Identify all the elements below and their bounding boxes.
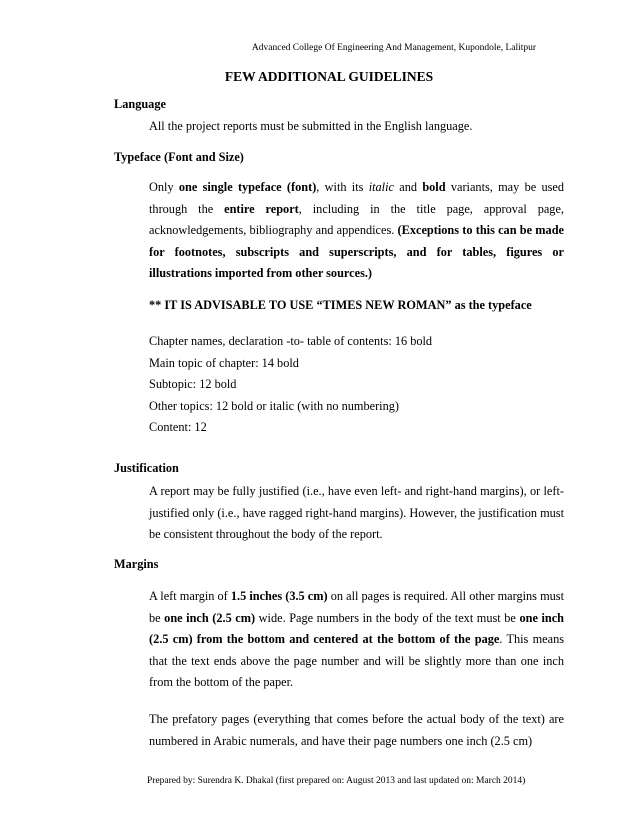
size-item: Other topics: 12 bold or italic (with no numbering) [149, 399, 399, 413]
size-item: Chapter names, declaration -to- table of contents: 16 bold [149, 334, 433, 348]
typeface-advice: ** IT IS ADVISABLE TO USE “TIMES NEW ROMAN” as the typeface [149, 298, 532, 312]
margins-paragraph-2: The prefatory pages (everything that comes before the actual body of the text) are numbered in Arabic numerals, and have their page numbers one inch (2.5 cm) [149, 712, 564, 748]
margins-paragraph: A left margin of 1.5 inches (3.5 cm) on all pages is required. All other margins must be one inch (2.5 cm) wide. Page numbers in the body of the text must be one inch (2.5 cm) from the bottom and centered at the bottom of the page. This means that the text ends above the page number and will be slightly more than one inch from the bottom of the paper. [149, 589, 565, 689]
size-item: Main topic of chapter: 14 bold [149, 356, 299, 370]
heading-justification: Justification [114, 461, 179, 475]
typeface-paragraph: Only one single typeface (font), with its italic and bold variants, may be used through the entire report, including in the title page, approval page, acknowledgements, bibliography and appendices. (Exceptions to this can be made for footnotes, subscripts and superscripts, and for tables, figures or illustrations imported from other sources.) [149, 180, 564, 280]
language-text: All the project reports must be submitted in the English language. [149, 119, 473, 133]
heading-margins: Margins [114, 557, 159, 571]
size-item: Subtopic: 12 bold [149, 377, 237, 391]
justification-paragraph: A report may be fully justified (i.e., have even left- and right-hand margins), or left-justified only (i.e., have ragged right-hand margins). However, the justification must be consistent throughout the body of the report. [149, 484, 564, 541]
size-item: Content: 12 [149, 420, 207, 434]
page-title: FEW ADDITIONAL GUIDELINES [224, 69, 434, 84]
page-header: Advanced College Of Engineering And Management, Kupondole, Lalitpur [251, 43, 537, 53]
page-footer: Prepared by: Surendra K. Dhakal (first prepared on: August 2013 and last updated on: March 2014) [147, 776, 526, 786]
heading-typeface: Typeface (Font and Size) [114, 150, 244, 164]
heading-language: Language [114, 97, 166, 111]
